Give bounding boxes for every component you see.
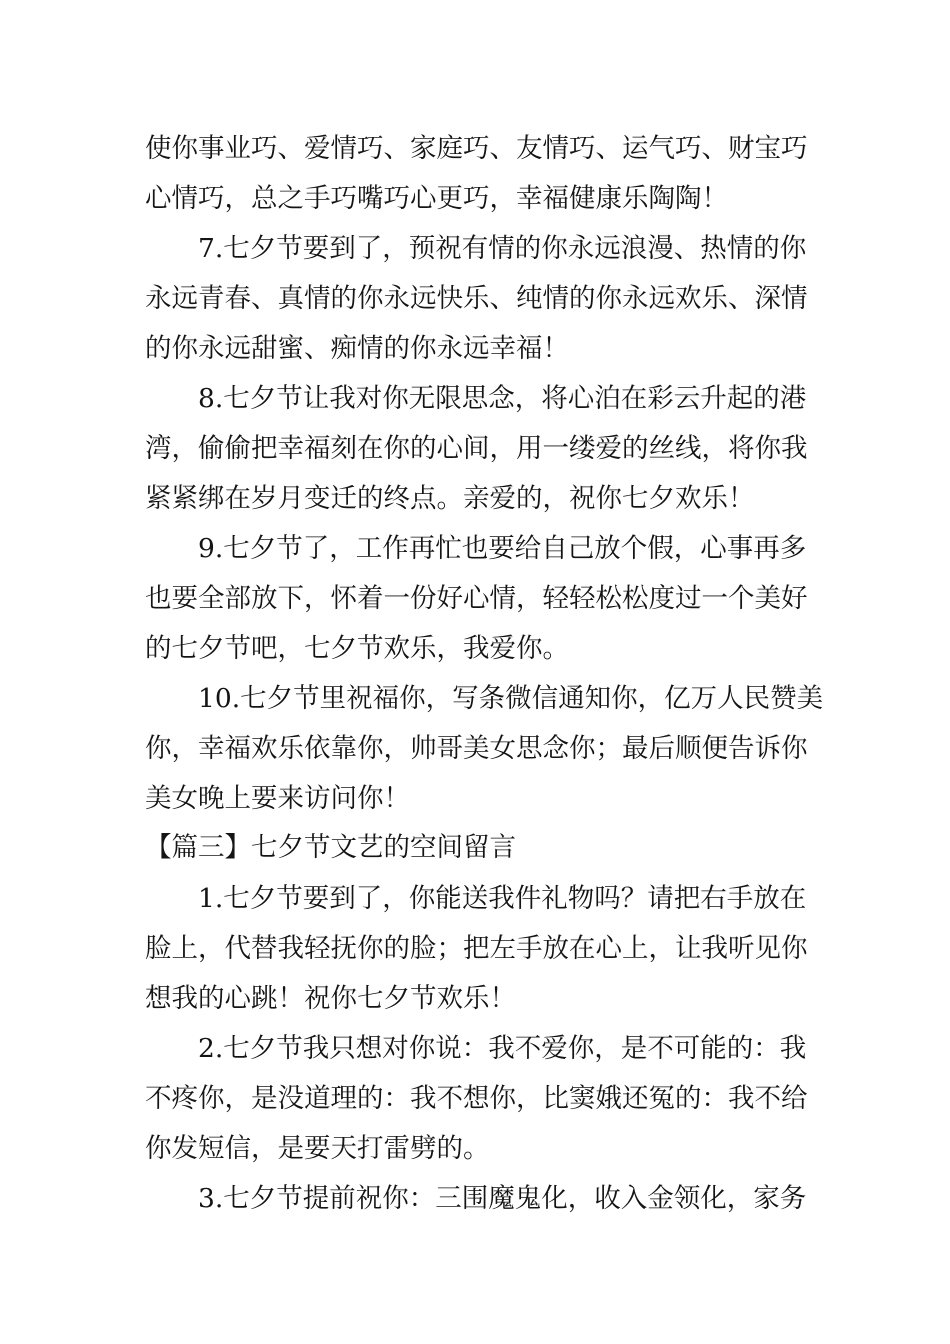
paragraph-start-2: 2.七夕节我只想对你说：我不爱你，是不可能的：我	[198, 1033, 807, 1064]
text-line: 使你事业巧、爱情巧、家庭巧、友情巧、运气巧、财宝巧	[145, 133, 808, 164]
text-line: 的七夕节吧，七夕节欢乐，我爱你。	[145, 633, 569, 664]
section-heading: 【篇三】七夕节文艺的空间留言	[145, 832, 516, 863]
text-line: 永远青春、真情的你永远快乐、纯情的你永远欢乐、深情	[145, 283, 808, 314]
text-line: 的你永远甜蜜、痴情的你永远幸福！	[145, 333, 569, 364]
paragraph-start-7: 7.七夕节要到了，预祝有情的你永远浪漫、热情的你	[198, 233, 807, 264]
paragraph-start-10: 10.七夕节里祝福你，写条微信通知你，亿万人民赞美	[198, 683, 824, 714]
paragraph-start-9: 9.七夕节了，工作再忙也要给自己放个假，心事再多	[198, 533, 807, 564]
text-line: 不疼你，是没道理的：我不想你，比窦娥还冤的：我不给	[145, 1083, 808, 1114]
paragraph-start-3: 3.七夕节提前祝你：三围魔鬼化，收入金领化，家务	[198, 1183, 807, 1214]
text-line: 紧紧绑在岁月变迁的终点。亲爱的，祝你七夕欢乐！	[145, 483, 755, 514]
paragraph-start-8: 8.七夕节让我对你无限思念，将心泊在彩云升起的港	[198, 383, 807, 414]
paragraph-start-1: 1.七夕节要到了，你能送我件礼物吗？请把右手放在	[198, 883, 807, 914]
text-line: 你，幸福欢乐依靠你，帅哥美女思念你；最后顺便告诉你	[145, 733, 808, 764]
text-line: 想我的心跳！祝你七夕节欢乐！	[145, 983, 516, 1014]
text-line: 心情巧，总之手巧嘴巧心更巧，幸福健康乐陶陶！	[145, 183, 728, 214]
text-line: 你发短信，是要天打雷劈的。	[145, 1133, 490, 1164]
text-line: 脸上，代替我轻抚你的脸；把左手放在心上，让我听见你	[145, 933, 808, 964]
text-line: 美女晚上要来访问你！	[145, 783, 410, 814]
text-line: 也要全部放下，怀着一份好心情，轻轻松松度过一个美好	[145, 583, 808, 614]
text-line: 湾，偷偷把幸福刻在你的心间，用一缕爱的丝线，将你我	[145, 433, 808, 464]
